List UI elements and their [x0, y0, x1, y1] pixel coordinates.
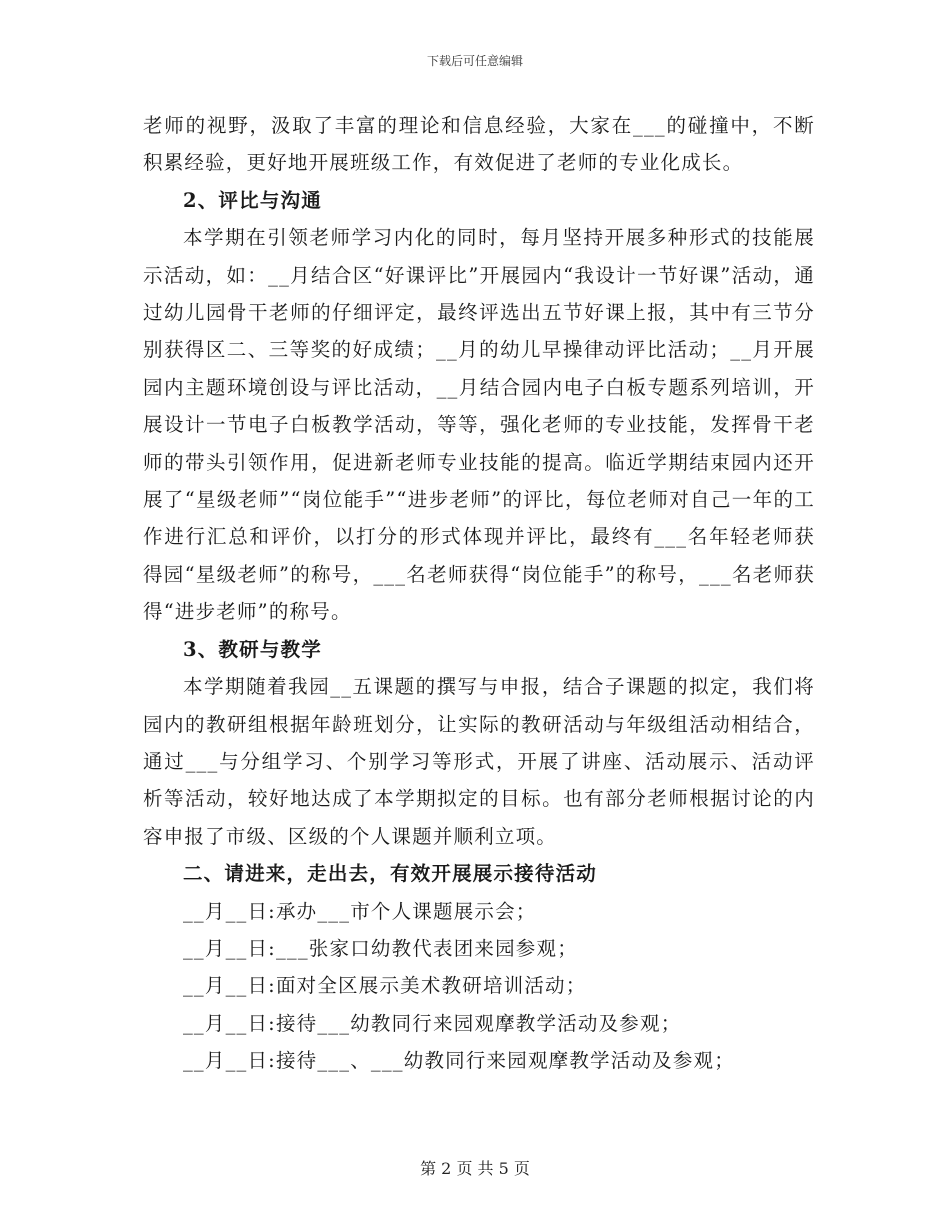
page-number: 第 2 页 共 5 页 — [420, 1159, 530, 1178]
paragraph-intro-continued: 老师的视野，汲取了丰富的理论和信息经验，大家在___的碰撞中，不断积累经验，更好地开展班级工作，有效促进了老师的专业化成长。 — [143, 114, 815, 175]
list-item: __月__日:承办___市个人课题展示会； — [182, 899, 537, 923]
document-body — [143, 107, 815, 1080]
list-item: __月__日:___张家口幼教代表团来园参观； — [182, 936, 578, 960]
section-heading-reception: 二、请进来，走出去，有效开展展示接待活动 — [182, 862, 597, 886]
paragraph-teaching-research: 本学期随着我园__五课题的撰写与申报，结合子课题的拟定，我们将园内的教研组根据年龄班划分，让实际的教研活动与年级组活动相结合，通过___与分组学习、个别学习等形式，开展了讲座、活动展示、活动评析等活动，较好地达成了本学期拟定的目标。也有部分老师根据讨论的内容申报了市级、区级的个人课题并顺利立项。 — [143, 675, 815, 848]
page-header: 下载后可任意编辑 — [426, 54, 523, 68]
section-heading-teaching-research: 3、教研与教学 — [182, 637, 322, 661]
section-heading-evaluation: 2、评比与沟通 — [182, 188, 322, 212]
list-item: __月__日:面对全区展示美术教研培训活动； — [182, 974, 587, 998]
list-item: __月__日:接待___幼教同行来园观摩教学活动及参观； — [182, 1011, 682, 1035]
list-item: __月__日:接待___、___幼教同行来园观摩教学活动及参观； — [182, 1049, 735, 1073]
paragraph-evaluation: 本学期在引领老师学习内化的同时，每月坚持开展多种形式的技能展示活动，如：__月结合区“好课评比”开展园内“我设计一节好课”活动，通过幼儿园骨干老师的仔细评定，最终评选出五节好课上报，其中有三节分别获得区二、三等奖的好成绩；__月的幼儿早操律动评比活动；__月开展园内主题环境创设与评比活动，__月结合园内电子白板专题系列培训，开展设计一节电子白板教学活动，等等，强化老师的专业技能，发挥骨干老师的带头引领作用，促进新老师专业技能的提高。临近学期结束园内还开展了“星级老师”“岗位能手”“进步老师”的评比，每位老师对自己一年的工作进行汇总和评价，以打分的形式体现并评比，最终有___名年轻老师获得园“星级老师”的称号，___名老师获得“岗位能手”的称号，___名老师获得“进步老师”的称号。 — [143, 226, 815, 624]
